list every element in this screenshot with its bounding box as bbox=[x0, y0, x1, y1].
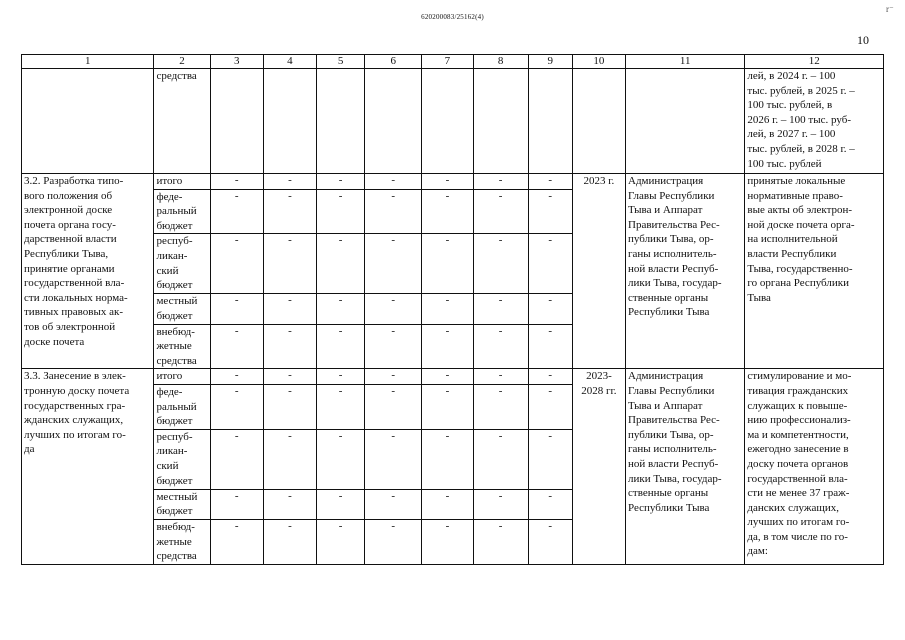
funding-source-cell: итого bbox=[154, 369, 210, 385]
amount-cell: - bbox=[422, 324, 473, 369]
amount-cell: - bbox=[210, 384, 263, 429]
column-number: 4 bbox=[263, 55, 316, 69]
amount-cell: - bbox=[365, 234, 422, 294]
amount-cell: - bbox=[365, 384, 422, 429]
program-table bbox=[21, 54, 884, 565]
amount-cell: - bbox=[528, 369, 572, 385]
amount-cell: - bbox=[365, 189, 422, 234]
column-number: 9 bbox=[528, 55, 572, 69]
amount-cell: - bbox=[263, 384, 316, 429]
amount-cell: - bbox=[422, 234, 473, 294]
empty-cell bbox=[473, 69, 528, 174]
amount-cell: - bbox=[528, 294, 572, 324]
amount-cell: - bbox=[528, 234, 572, 294]
amount-cell: - bbox=[316, 429, 364, 489]
funding-row bbox=[22, 369, 884, 385]
empty-cell bbox=[263, 69, 316, 174]
amount-cell: - bbox=[422, 189, 473, 234]
amount-cell: - bbox=[528, 174, 572, 190]
empty-cell bbox=[422, 69, 473, 174]
amount-cell: - bbox=[263, 294, 316, 324]
amount-cell: - bbox=[263, 369, 316, 385]
amount-cell: - bbox=[316, 294, 364, 324]
amount-cell: - bbox=[422, 429, 473, 489]
funding-source-cell: внебюд- жетные средства bbox=[154, 519, 210, 564]
amount-cell: - bbox=[263, 189, 316, 234]
result-cell: стимулирование и мо- тивация гражданских служащих к повыше- нию профессионализ- ма и компетентности, ежегодно занесение в доску почета органов государственной вла- сти не менее 37 граж- данских служащих, лучших по итогам го- да, в том числе по го- дам: bbox=[745, 369, 884, 564]
funding-source-cell: феде- ральный бюджет bbox=[154, 384, 210, 429]
funding-source-cell: средства bbox=[154, 69, 210, 174]
amount-cell: - bbox=[473, 234, 528, 294]
funding-row bbox=[22, 174, 884, 190]
amount-cell: - bbox=[473, 384, 528, 429]
funding-source-cell: респуб- ликан- ский бюджет bbox=[154, 234, 210, 294]
funding-source-cell: феде- ральный бюджет bbox=[154, 189, 210, 234]
amount-cell: - bbox=[210, 369, 263, 385]
amount-cell: - bbox=[422, 174, 473, 190]
amount-cell: - bbox=[473, 189, 528, 234]
column-number: 7 bbox=[422, 55, 473, 69]
amount-cell: - bbox=[473, 369, 528, 385]
amount-cell: - bbox=[528, 384, 572, 429]
amount-cell: - bbox=[473, 489, 528, 519]
column-number: 10 bbox=[572, 55, 625, 69]
column-number: 3 bbox=[210, 55, 263, 69]
amount-cell: - bbox=[316, 324, 364, 369]
amount-cell: - bbox=[316, 234, 364, 294]
amount-cell: - bbox=[210, 324, 263, 369]
corner-mark: r⁻ bbox=[886, 4, 894, 14]
amount-cell: - bbox=[422, 294, 473, 324]
amount-cell: - bbox=[528, 189, 572, 234]
empty-cell bbox=[528, 69, 572, 174]
amount-cell: - bbox=[210, 234, 263, 294]
amount-cell: - bbox=[365, 489, 422, 519]
column-number: 6 bbox=[365, 55, 422, 69]
funding-source-cell: итого bbox=[154, 174, 210, 190]
amount-cell: - bbox=[263, 174, 316, 190]
amount-cell: - bbox=[365, 324, 422, 369]
amount-cell: - bbox=[422, 369, 473, 385]
empty-cell bbox=[316, 69, 364, 174]
amount-cell: - bbox=[365, 369, 422, 385]
empty-cell bbox=[210, 69, 263, 174]
column-number: 1 bbox=[22, 55, 154, 69]
amount-cell: - bbox=[316, 174, 364, 190]
amount-cell: - bbox=[210, 519, 263, 564]
amount-cell: - bbox=[365, 519, 422, 564]
column-number: 5 bbox=[316, 55, 364, 69]
amount-cell: - bbox=[473, 294, 528, 324]
amount-cell: - bbox=[263, 489, 316, 519]
amount-cell: - bbox=[210, 189, 263, 234]
amount-cell: - bbox=[422, 519, 473, 564]
empty-cell bbox=[572, 69, 625, 174]
column-number: 8 bbox=[473, 55, 528, 69]
amount-cell: - bbox=[473, 324, 528, 369]
executor-cell: Администрация Главы Республики Тыва и Аппарат Правительства Рес- публики Тыва, ор- ганы исполнитель- ной власти Респуб- лики Тыва, государ- ственные органы Республики Тыва bbox=[626, 369, 745, 564]
amount-cell: - bbox=[365, 429, 422, 489]
period-cell: 2023 г. bbox=[572, 174, 625, 369]
document-id: 620200083/25162(4) bbox=[421, 13, 484, 21]
amount-cell: - bbox=[210, 294, 263, 324]
amount-cell: - bbox=[263, 519, 316, 564]
column-number: 12 bbox=[745, 55, 884, 69]
period-cell: 2023- 2028 гг. bbox=[572, 369, 625, 564]
amount-cell: - bbox=[365, 294, 422, 324]
amount-cell: - bbox=[316, 189, 364, 234]
amount-cell: - bbox=[422, 384, 473, 429]
page-number: 10 bbox=[857, 33, 869, 47]
continuation-title-cell bbox=[22, 69, 154, 174]
amount-cell: - bbox=[422, 489, 473, 519]
amount-cell: - bbox=[528, 519, 572, 564]
amount-cell: - bbox=[365, 174, 422, 190]
amount-cell: - bbox=[528, 324, 572, 369]
funding-source-cell: внебюд- жетные средства bbox=[154, 324, 210, 369]
measure-title-cell: 3.2. Разработка типо- вого положения об электронной доске почета органа госу- дарственной власти Республики Тыва, принятие органами государственной вла- сти локальных норма- тивных правовых ак- тов об электронной доске почета bbox=[22, 174, 154, 369]
funding-source-cell: местный бюджет bbox=[154, 294, 210, 324]
amount-cell: - bbox=[473, 174, 528, 190]
amount-cell: - bbox=[316, 489, 364, 519]
column-number-row bbox=[22, 55, 884, 69]
funding-source-cell: местный бюджет bbox=[154, 489, 210, 519]
amount-cell: - bbox=[210, 174, 263, 190]
funding-source-cell: респуб- ликан- ский бюджет bbox=[154, 429, 210, 489]
amount-cell: - bbox=[210, 429, 263, 489]
column-number: 11 bbox=[626, 55, 745, 69]
amount-cell: - bbox=[473, 429, 528, 489]
result-cell: принятые локальные нормативные право- вые акты об электрон- ной доске почета орга- на исполнительной власти Республики Тыва, государственно- го органа Республики Тыва bbox=[745, 174, 884, 369]
amount-cell: - bbox=[316, 519, 364, 564]
amount-cell: - bbox=[316, 369, 364, 385]
executor-cell: Администрация Главы Республики Тыва и Аппарат Правительства Рес- публики Тыва, ор- ганы исполнитель- ной власти Респуб- лики Тыва, государ- ственные органы Республики Тыва bbox=[626, 174, 745, 369]
continuation-row bbox=[22, 69, 884, 174]
amount-cell: - bbox=[316, 384, 364, 429]
column-number: 2 bbox=[154, 55, 210, 69]
amount-cell: - bbox=[528, 489, 572, 519]
measure-title-cell: 3.3. Занесение в элек- тронную доску почета государственных гра- жданских служащих, лучших по итогам го- да bbox=[22, 369, 154, 564]
amount-cell: - bbox=[263, 324, 316, 369]
amount-cell: - bbox=[263, 429, 316, 489]
amount-cell: - bbox=[528, 429, 572, 489]
amount-cell: - bbox=[210, 489, 263, 519]
amount-cell: - bbox=[473, 519, 528, 564]
empty-cell bbox=[365, 69, 422, 174]
result-cell: лей, в 2024 г. – 100 тыс. рублей, в 2025 г. – 100 тыс. рублей, в 2026 г. – 100 тыс. руб- лей, в 2027 г. – 100 тыс. рублей, в 2028 г. – 100 тыс. рублей bbox=[745, 69, 884, 174]
empty-cell bbox=[626, 69, 745, 174]
amount-cell: - bbox=[263, 234, 316, 294]
